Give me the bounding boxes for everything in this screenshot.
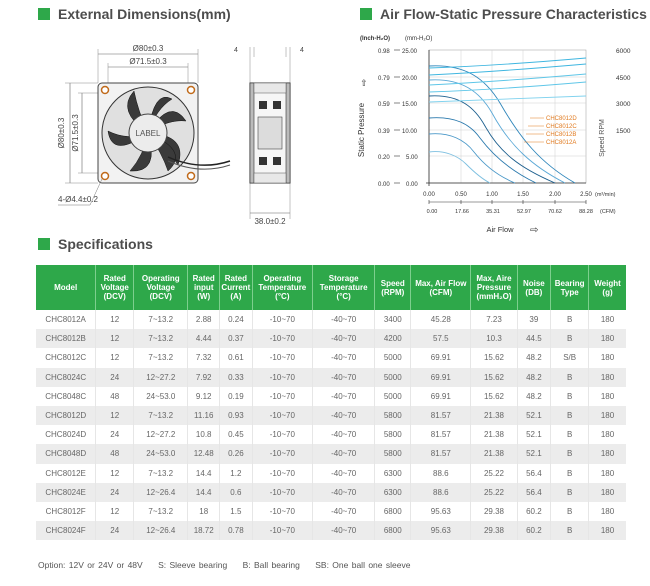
dim-left-inner: Ø71.5±0.3: [71, 114, 80, 152]
table-cell: B: [551, 521, 589, 540]
spec-header-cell: [220, 265, 253, 310]
table-cell: 12~27.2: [134, 368, 188, 387]
table-cell: 12: [96, 502, 134, 521]
footnote-sleeve: S: Sleeve bearing: [158, 560, 228, 570]
table-cell: 48.2: [517, 368, 551, 387]
table-cell: 5800: [375, 406, 411, 425]
table-cell: 12~27.2: [134, 425, 188, 444]
table-cell: 1.5: [220, 502, 253, 521]
spec-header-cell: [36, 265, 96, 310]
table-cell: 7.92: [188, 368, 220, 387]
x-tick-cfm: 17.66: [455, 209, 469, 215]
table-cell: 48: [96, 444, 134, 463]
fan-label: LABEL: [135, 129, 161, 138]
table-cell: 12: [96, 406, 134, 425]
table-cell: 29.38: [471, 521, 517, 540]
y-tick-mm: 20.00: [402, 76, 418, 82]
spec-header-cell: [471, 265, 517, 310]
table-cell: -40~70: [313, 425, 375, 444]
y-tick-mm: 0.00: [406, 182, 418, 188]
table-cell: 1.2: [220, 464, 253, 483]
spec-header-text: Type: [560, 287, 579, 297]
table-cell: 180: [589, 464, 626, 483]
table-cell: -10~70: [252, 368, 312, 387]
unit-inch: (Inch-H₂O): [360, 36, 390, 42]
y-tick-inch: 0.59: [378, 102, 390, 108]
table-cell: 6300: [375, 483, 411, 502]
x-tick-cfm: 70.62: [548, 209, 562, 215]
spec-header-text: Bearing: [554, 278, 585, 288]
table-cell: -10~70: [252, 387, 312, 406]
table-cell: 52.1: [517, 444, 551, 463]
x-unit-top: (m³/min): [595, 192, 616, 198]
spec-header-text: Noise: [522, 278, 545, 288]
table-cell: 4.44: [188, 329, 220, 348]
specifications-title: [38, 236, 153, 252]
table-cell: 24~53.0: [134, 387, 188, 406]
table-cell: 7.23: [471, 310, 517, 329]
specifications-title-text: Specifications: [58, 236, 153, 252]
table-cell: 5000: [375, 387, 411, 406]
table-cell: B: [551, 502, 589, 521]
table-row: [36, 483, 626, 502]
table-cell: 45.28: [411, 310, 471, 329]
table-row: [36, 310, 626, 329]
table-cell: 180: [589, 406, 626, 425]
spec-header-text: (°C): [275, 292, 290, 301]
table-cell: B: [551, 425, 589, 444]
table-cell: 180: [589, 425, 626, 444]
table-row: [36, 368, 626, 387]
unit-mm: (mm-H₂O): [405, 36, 433, 42]
table-cell: 25.22: [471, 483, 517, 502]
table-cell: 12: [96, 329, 134, 348]
table-cell: 7~13.2: [134, 502, 188, 521]
table-cell: -40~70: [313, 406, 375, 425]
table-cell: 7~13.2: [134, 348, 188, 367]
table-cell: 14.4: [188, 464, 220, 483]
table-cell: 14.4: [188, 483, 220, 502]
table-cell: 95.63: [411, 502, 471, 521]
section-marker-icon: [360, 8, 372, 20]
dim-depth: 38.0±0.2: [254, 217, 286, 226]
spec-header-text: (mmH₂O): [476, 292, 512, 301]
table-cell: 60.2: [517, 521, 551, 540]
spec-header-text: input: [193, 283, 214, 292]
table-cell: 180: [589, 483, 626, 502]
table-cell: CHC8012F: [36, 502, 96, 521]
spec-header-text: (DCV): [149, 292, 172, 301]
table-cell: 6300: [375, 464, 411, 483]
x-tick-cfm: 52.97: [517, 209, 531, 215]
footnote-sb: SB: One ball one sleeve: [315, 560, 411, 570]
table-cell: 48.2: [517, 348, 551, 367]
table-cell: 0.93: [220, 406, 253, 425]
spec-header-text: Storage: [328, 274, 359, 283]
section-marker-icon: [38, 238, 50, 250]
table-cell: B: [551, 444, 589, 463]
table-cell: 12: [96, 310, 134, 329]
table-cell: B: [551, 329, 589, 348]
x-tick-cfm: 88.28: [579, 209, 593, 215]
table-cell: 0.24: [220, 310, 253, 329]
table-cell: 0.33: [220, 368, 253, 387]
spec-header-text: (RPM): [381, 287, 405, 297]
table-cell: 3400: [375, 310, 411, 329]
table-cell: 81.57: [411, 406, 471, 425]
spec-header-text: Voltage: [100, 283, 129, 292]
spec-header-cell: [517, 265, 551, 310]
table-cell: 12~26.4: [134, 521, 188, 540]
mount-hole-icon: [102, 173, 109, 180]
table-cell: -10~70: [252, 444, 312, 463]
spec-header-text: Speed: [380, 278, 405, 288]
table-cell: 48.2: [517, 387, 551, 406]
x-axis-label: Air Flow: [486, 225, 514, 234]
table-cell: 21.38: [471, 425, 517, 444]
table-cell: -40~70: [313, 464, 375, 483]
table-cell: 7~13.2: [134, 406, 188, 425]
table-row: [36, 444, 626, 463]
table-cell: CHC8024F: [36, 521, 96, 540]
table-cell: -10~70: [252, 406, 312, 425]
table-cell: -40~70: [313, 502, 375, 521]
table-cell: 9.12: [188, 387, 220, 406]
x-tick-m3: 1.50: [517, 192, 529, 198]
table-cell: 10.8: [188, 425, 220, 444]
y-tick-mm: 10.00: [402, 129, 418, 135]
rpm-tick: 6000: [616, 48, 631, 55]
table-cell: 10.3: [471, 329, 517, 348]
spec-header-cell: [313, 265, 375, 310]
legend-item: CHC8012A: [546, 140, 577, 146]
x-tick-m3: 0.00: [423, 192, 435, 198]
table-cell: 0.19: [220, 387, 253, 406]
table-cell: 0.45: [220, 425, 253, 444]
table-cell: 69.91: [411, 387, 471, 406]
spec-header-text: Max, Air Flow: [415, 278, 467, 288]
table-cell: 95.63: [411, 521, 471, 540]
table-cell: 180: [589, 348, 626, 367]
table-cell: 0.6: [220, 483, 253, 502]
table-cell: 24: [96, 483, 134, 502]
y-axis-label: Static Pressure: [357, 102, 366, 158]
table-cell: 29.38: [471, 502, 517, 521]
table-cell: 12.48: [188, 444, 220, 463]
table-cell: CHC8024C: [36, 368, 96, 387]
table-row: [36, 521, 626, 540]
spec-header-cell: [411, 265, 471, 310]
table-cell: 12: [96, 348, 134, 367]
legend-item: CHC8012C: [546, 124, 577, 130]
table-cell: 57.5: [411, 329, 471, 348]
spec-header-cell: [96, 265, 134, 310]
table-cell: 21.38: [471, 444, 517, 463]
table-cell: 0.37: [220, 329, 253, 348]
table-cell: CHC8012B: [36, 329, 96, 348]
right-arrow-icon: ⇨: [530, 225, 539, 236]
table-cell: -10~70: [252, 521, 312, 540]
table-cell: -40~70: [313, 329, 375, 348]
table-cell: CHC8012C: [36, 348, 96, 367]
spec-header-text: Operating: [263, 274, 302, 283]
table-cell: 6800: [375, 521, 411, 540]
table-cell: -40~70: [313, 483, 375, 502]
table-cell: 81.57: [411, 425, 471, 444]
table-cell: 180: [589, 521, 626, 540]
table-cell: 21.38: [471, 406, 517, 425]
dim-holes: 4-Ø4.4±0.2: [58, 195, 98, 204]
table-cell: 6800: [375, 502, 411, 521]
table-cell: 11.16: [188, 406, 220, 425]
spec-header-text: Current: [221, 283, 251, 292]
spec-header-text: Model: [54, 283, 78, 292]
table-cell: 56.4: [517, 483, 551, 502]
table-cell: 5000: [375, 348, 411, 367]
spec-header-row: [36, 265, 626, 310]
table-cell: 180: [589, 329, 626, 348]
table-cell: 5000: [375, 368, 411, 387]
table-cell: -40~70: [313, 521, 375, 540]
y-tick-mm: 15.00: [402, 102, 418, 108]
table-cell: 52.1: [517, 406, 551, 425]
table-cell: B: [551, 368, 589, 387]
table-cell: CHC8024D: [36, 425, 96, 444]
table-cell: -10~70: [252, 464, 312, 483]
rpm-tick: 4500: [616, 75, 631, 82]
section-marker-icon: [38, 8, 50, 20]
table-cell: 24: [96, 425, 134, 444]
spec-table: [36, 265, 626, 540]
x-tick-m3: 2.50: [580, 192, 592, 198]
table-cell: -40~70: [313, 310, 375, 329]
table-cell: 7.32: [188, 348, 220, 367]
table-cell: CHC8012E: [36, 464, 96, 483]
dimension-drawing: [50, 35, 340, 230]
spec-header-text: Rated: [224, 274, 247, 283]
external-dimensions-title-text: External Dimensions(mm): [58, 6, 231, 22]
spec-header-text: Weight: [594, 278, 621, 288]
table-cell: 2.88: [188, 310, 220, 329]
table-cell: -40~70: [313, 387, 375, 406]
table-cell: 18: [188, 502, 220, 521]
spec-header-cell: [188, 265, 220, 310]
spec-header-cell: [589, 265, 626, 310]
table-cell: 7~13.2: [134, 464, 188, 483]
table-cell: -40~70: [313, 444, 375, 463]
airflow-chart: [350, 28, 650, 243]
table-cell: 4200: [375, 329, 411, 348]
table-cell: CHC8024E: [36, 483, 96, 502]
dim-left-outer: Ø80±0.3: [57, 117, 66, 149]
table-cell: 12: [96, 464, 134, 483]
dim-top-outer: Ø80±0.3: [132, 44, 164, 53]
x-tick-m3: 1.00: [486, 192, 498, 198]
spec-header-text: (g): [602, 287, 613, 297]
table-cell: 24~53.0: [134, 444, 188, 463]
table-cell: 180: [589, 368, 626, 387]
spec-header-cell: [551, 265, 589, 310]
x-tick-cfm: 35.31: [486, 209, 500, 215]
table-cell: 56.4: [517, 464, 551, 483]
table-cell: 180: [589, 444, 626, 463]
airflow-title-text: Air Flow-Static Pressure Characteristics: [380, 6, 647, 22]
table-cell: 48: [96, 387, 134, 406]
spec-header-text: Pressure: [476, 283, 512, 292]
table-cell: 25.22: [471, 464, 517, 483]
mount-hole-icon: [188, 173, 195, 180]
spec-header-text: (°C): [336, 292, 351, 301]
table-cell: 44.5: [517, 329, 551, 348]
mount-hole-icon: [102, 87, 109, 94]
y-tick-inch: 0.39: [378, 129, 390, 135]
spec-header-text: Temperature: [319, 283, 368, 292]
table-cell: -10~70: [252, 348, 312, 367]
table-cell: 0.26: [220, 444, 253, 463]
table-cell: B: [551, 310, 589, 329]
table-row: [36, 329, 626, 348]
table-cell: 24: [96, 521, 134, 540]
table-cell: 18.72: [188, 521, 220, 540]
table-cell: B: [551, 483, 589, 502]
y-tick-mm: 25.00: [402, 49, 418, 55]
table-cell: 81.57: [411, 444, 471, 463]
spec-header-text: (W): [197, 292, 211, 301]
table-cell: B: [551, 387, 589, 406]
spec-header-cell: [134, 265, 188, 310]
table-cell: 180: [589, 387, 626, 406]
table-cell: CHC8048D: [36, 444, 96, 463]
table-cell: CHC8012A: [36, 310, 96, 329]
table-cell: S/B: [551, 348, 589, 367]
table-cell: -10~70: [252, 329, 312, 348]
table-cell: 39: [517, 310, 551, 329]
table-row: [36, 425, 626, 444]
table-cell: -10~70: [252, 425, 312, 444]
table-cell: 88.6: [411, 464, 471, 483]
table-cell: 7~13.2: [134, 310, 188, 329]
legend-item: CHC8012B: [546, 132, 577, 138]
y-tick-mm: 5.00: [406, 155, 418, 161]
y-tick-inch: 0.98: [378, 49, 390, 55]
dim-top-inner: Ø71.5±0.3: [129, 57, 167, 66]
table-cell: -10~70: [252, 310, 312, 329]
dim-side-top-left: 4: [234, 47, 238, 54]
table-cell: 24: [96, 368, 134, 387]
table-cell: -40~70: [313, 368, 375, 387]
rpm-axis-label: Speed RPM: [599, 119, 606, 157]
x-unit-bottom: (CFM): [600, 209, 616, 215]
table-cell: 5800: [375, 425, 411, 444]
table-cell: 15.62: [471, 387, 517, 406]
external-dimensions-title: [38, 6, 231, 22]
table-cell: 69.91: [411, 368, 471, 387]
legend-item: CHC8012D: [546, 116, 577, 122]
table-cell: -40~70: [313, 348, 375, 367]
table-row: [36, 348, 626, 367]
x-tick-m3: 0.50: [455, 192, 467, 198]
table-cell: 5800: [375, 444, 411, 463]
x-tick-cfm: 0.00: [426, 209, 438, 215]
spec-header-text: Rated: [103, 274, 126, 283]
table-cell: 88.6: [411, 483, 471, 502]
table-cell: 15.62: [471, 368, 517, 387]
table-cell: 180: [589, 310, 626, 329]
spec-header-text: Operating: [141, 274, 180, 283]
spec-header-cell: [375, 265, 411, 310]
table-cell: 60.2: [517, 502, 551, 521]
table-cell: 7~13.2: [134, 329, 188, 348]
table-cell: 52.1: [517, 425, 551, 444]
table-cell: CHC8012D: [36, 406, 96, 425]
table-cell: 12~26.4: [134, 483, 188, 502]
spec-header-text: (CFM): [429, 287, 453, 297]
y-tick-inch: 0.00: [378, 182, 390, 188]
table-cell: B: [551, 464, 589, 483]
table-cell: -10~70: [252, 502, 312, 521]
spec-header-text: Temperature: [258, 283, 307, 292]
table-row: [36, 502, 626, 521]
spec-header-text: (A): [230, 292, 242, 301]
spec-header-text: Max, Aire: [476, 274, 512, 283]
spec-header-text: Voltage: [146, 283, 175, 292]
x-tick-m3: 2.00: [549, 192, 561, 198]
mount-hole-icon: [188, 87, 195, 94]
table-cell: CHC8048C: [36, 387, 96, 406]
spec-header-text: Rated: [192, 274, 215, 283]
up-arrow-icon: ⇧: [360, 78, 368, 88]
footnote-option: Option: 12V or 24V or 48V: [38, 560, 143, 570]
spec-header-text: (DB): [525, 287, 543, 297]
airflow-title: [360, 6, 647, 22]
footnote-ball: B: Ball bearing: [242, 560, 300, 570]
table-cell: 15.62: [471, 348, 517, 367]
table-cell: 69.91: [411, 348, 471, 367]
table-row: [36, 464, 626, 483]
table-cell: -10~70: [252, 483, 312, 502]
table-cell: 180: [589, 502, 626, 521]
y-tick-inch: 0.20: [378, 155, 390, 161]
rpm-tick: 1500: [616, 128, 631, 135]
table-row: [36, 406, 626, 425]
table-cell: B: [551, 406, 589, 425]
spec-header-text: (DCV): [103, 292, 126, 301]
footnote: [38, 560, 422, 570]
table-cell: 0.78: [220, 521, 253, 540]
dim-side-top-right: 4: [300, 47, 304, 54]
table-row: [36, 387, 626, 406]
y-tick-inch: 0.79: [378, 76, 390, 82]
spec-header-cell: [252, 265, 312, 310]
rpm-tick: 3000: [616, 101, 631, 108]
table-cell: 0.61: [220, 348, 253, 367]
